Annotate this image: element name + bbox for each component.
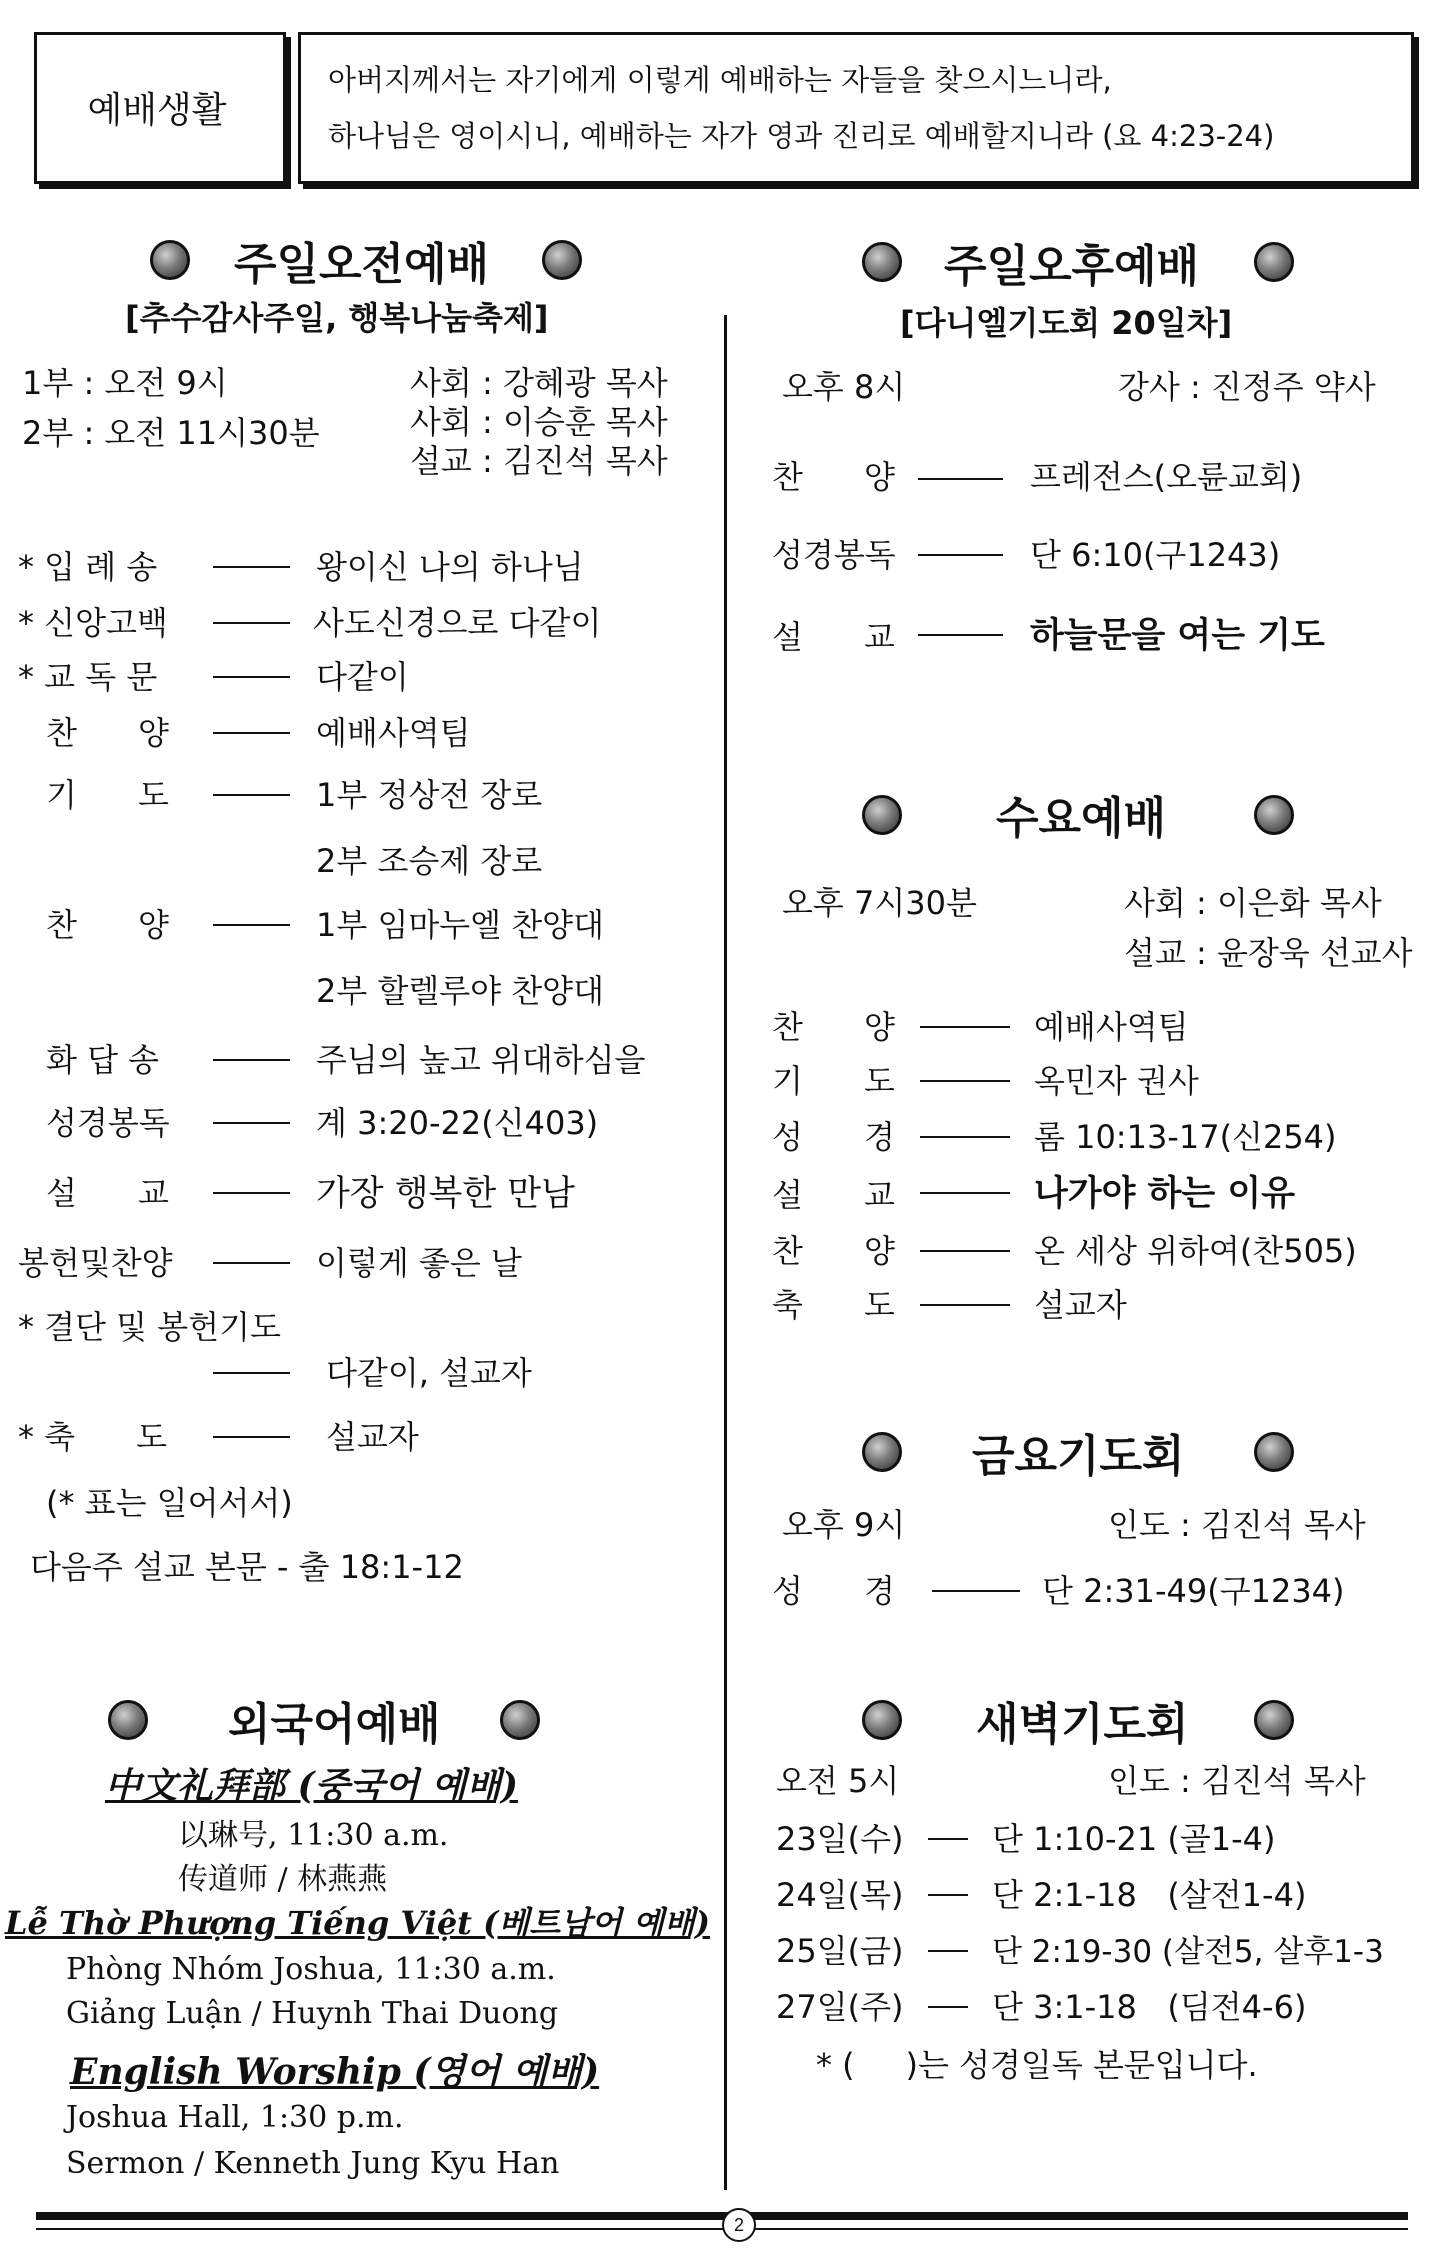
viet-title: Lễ Thờ Phượng Tiếng Việt (베트남어 예배) xyxy=(5,1904,710,1942)
sunday-afternoon-time: 오후 8시 xyxy=(782,368,906,406)
pm-label: 성경봉독 xyxy=(772,536,896,574)
order-dash xyxy=(213,1262,290,1264)
wed-dash xyxy=(920,1136,1010,1138)
order-value-2: 2부 할렐루야 찬양대 xyxy=(316,972,604,1010)
dawn-dash xyxy=(928,1894,968,1896)
dawn-dash xyxy=(928,1950,968,1952)
bullet-icon xyxy=(862,795,902,835)
order-dash xyxy=(213,1372,290,1374)
order-value: 왕이신 나의 하나님 xyxy=(316,548,584,586)
bullet-icon xyxy=(862,1700,902,1740)
order-label: 설 교 xyxy=(46,1174,169,1212)
order-label: 화 답 송 xyxy=(46,1041,160,1079)
header-verse-box xyxy=(298,32,1414,184)
bullet-icon xyxy=(500,1700,540,1740)
order-value: 1부 정상전 장로 xyxy=(316,776,543,814)
wednesday-title: 수요예배 xyxy=(996,793,1167,844)
fri-label: 성 경 xyxy=(772,1572,895,1610)
pm-value: 프레전스(오륜교회) xyxy=(1030,458,1303,496)
wed-label: 찬 양 xyxy=(772,1232,895,1270)
friday-leader: 인도 : 김진석 목사 xyxy=(1108,1506,1366,1544)
dawn-dash xyxy=(928,2006,968,2008)
wed-value: 롬 10:13-17(신254) xyxy=(1034,1118,1337,1156)
fri-value: 단 2:31-49(구1234) xyxy=(1042,1572,1345,1610)
pm-label: 찬 양 xyxy=(772,458,895,496)
chinese-line2: 传道师 / 林燕燕 xyxy=(178,1862,388,1897)
order-label: 기 도 xyxy=(46,776,169,814)
bullet-icon xyxy=(1254,1432,1294,1472)
wednesday-time: 오후 7시30분 xyxy=(782,884,977,922)
order-label: 성경봉독 xyxy=(46,1104,170,1142)
order-label: * 입 례 송 xyxy=(18,548,158,586)
order-value: 설교자 xyxy=(326,1418,419,1456)
chinese-line1: 以琳号, 11:30 a.m. xyxy=(178,1818,449,1853)
bullet-icon xyxy=(1254,242,1294,282)
english-title: English Worship (영어 예배) xyxy=(70,2051,600,2093)
order-label: * 축 도 xyxy=(18,1418,168,1456)
friday-title: 금요기도회 xyxy=(972,1431,1185,1482)
page-number: 2 xyxy=(733,2215,744,2235)
wed-label: 축 도 xyxy=(772,1286,895,1324)
fri-dash xyxy=(932,1590,1020,1592)
wed-dash xyxy=(920,1250,1010,1252)
order-dash xyxy=(213,1192,290,1194)
bullet-icon xyxy=(1254,795,1294,835)
order-value: 사도신경으로 다같이 xyxy=(313,604,602,642)
dawn-value: 단 2:1-18 (살전1-4) xyxy=(992,1876,1307,1914)
wed-value: 예배사역팀 xyxy=(1034,1008,1189,1046)
dawn-time: 오전 5시 xyxy=(776,1762,900,1800)
order-value: 가장 행복한 만남 xyxy=(316,1174,575,1214)
order-label: 찬 양 xyxy=(46,906,169,944)
wed-sermon-title: 나가야 하는 이유 xyxy=(1034,1174,1296,1214)
wed-value: 설교자 xyxy=(1034,1286,1127,1324)
wed-label: 찬 양 xyxy=(772,1008,895,1046)
bullet-icon xyxy=(150,240,190,280)
bullet-icon xyxy=(1254,1700,1294,1740)
dawn-title: 새벽기도회 xyxy=(976,1699,1189,1750)
order-value: 다같이 xyxy=(316,658,409,696)
dawn-value: 단 1:10-21 (골1-4) xyxy=(992,1820,1276,1858)
wed-label: 설 교 xyxy=(772,1176,895,1214)
wed-value: 옥민자 권사 xyxy=(1034,1062,1199,1100)
order-value-2: 2부 조승제 장로 xyxy=(316,842,543,880)
order-value: 예배사역팀 xyxy=(316,714,471,752)
page-number-badge xyxy=(722,2208,756,2242)
order-dash xyxy=(213,676,290,678)
dawn-value: 단 2:19-30 (살전5, 살후1-3 xyxy=(992,1934,1384,1970)
pm-dash xyxy=(918,634,1003,636)
order-value: 1부 임마누엘 찬양대 xyxy=(316,906,604,944)
order-dash xyxy=(213,566,290,568)
wednesday-staff2: 설교 : 윤장욱 선교사 xyxy=(1124,934,1413,972)
dawn-day: 25일(금) xyxy=(776,1932,904,1970)
next-week-text: 다음주 설교 본문 - 출 18:1-12 xyxy=(30,1548,464,1586)
order-value: 다같이, 설교자 xyxy=(326,1354,532,1392)
stand-note: (* 표는 일어서서) xyxy=(46,1484,293,1522)
order-label: * 결단 및 봉헌기도 xyxy=(18,1308,281,1346)
bullet-icon xyxy=(862,242,902,282)
pm-label: 설 교 xyxy=(772,618,895,656)
viet-line1: Phòng Nhóm Joshua, 11:30 a.m. xyxy=(66,1952,556,1987)
order-label: 봉헌및찬양 xyxy=(18,1244,173,1282)
header-label: 예배생활 xyxy=(87,90,227,131)
foreign-title: 외국어예배 xyxy=(228,1699,441,1750)
wed-label: 기 도 xyxy=(772,1062,895,1100)
order-label: * 신앙고백 xyxy=(18,604,168,642)
dawn-day: 27일(주) xyxy=(776,1988,904,2026)
bullet-icon xyxy=(862,1432,902,1472)
wednesday-staff1: 사회 : 이은화 목사 xyxy=(1124,884,1382,922)
sunday-morning-title: 주일오전예배 xyxy=(234,239,490,290)
sunday-morning-staff3: 설교 : 김진석 목사 xyxy=(410,442,668,480)
order-dash xyxy=(213,1436,290,1438)
column-divider xyxy=(724,315,727,2190)
english-line1: Joshua Hall, 1:30 p.m. xyxy=(66,2100,404,2135)
sunday-afternoon-title: 주일오후예배 xyxy=(944,241,1200,292)
wed-value: 온 세상 위하여(찬505) xyxy=(1034,1232,1357,1270)
order-dash xyxy=(213,622,290,624)
bullet-icon xyxy=(542,240,582,280)
order-dash xyxy=(213,1059,290,1061)
wed-label: 성 경 xyxy=(772,1118,895,1156)
header-verse-line1: 아버지께서는 자기에게 이렇게 예배하는 자들을 찾으시느니라, xyxy=(328,63,1112,97)
order-dash xyxy=(213,794,290,796)
sunday-morning-staff1: 사회 : 강혜광 목사 xyxy=(410,364,668,402)
wed-dash xyxy=(920,1026,1010,1028)
order-label: * 교 독 문 xyxy=(18,658,158,696)
sunday-morning-time1: 1부 : 오전 9시 xyxy=(22,364,228,402)
wed-dash xyxy=(920,1304,1010,1306)
dawn-note: * ( )는 성경일독 본문입니다. xyxy=(816,2046,1258,2084)
order-value: 계 3:20-22(신403) xyxy=(316,1104,599,1142)
sunday-morning-subtitle: [추수감사주일, 행복나눔축제] xyxy=(125,299,549,337)
dawn-day: 24일(목) xyxy=(776,1876,904,1914)
dawn-value: 단 3:1-18 (딤전4-6) xyxy=(992,1988,1307,2026)
pm-value: 단 6:10(구1243) xyxy=(1030,536,1281,574)
order-dash xyxy=(213,1122,290,1124)
wed-dash xyxy=(920,1080,1010,1082)
order-label: 찬 양 xyxy=(46,714,169,752)
dawn-day: 23일(수) xyxy=(776,1820,904,1858)
english-line2: Sermon / Kenneth Jung Kyu Han xyxy=(66,2146,560,2181)
friday-time: 오후 9시 xyxy=(782,1506,906,1544)
dawn-dash xyxy=(928,1838,968,1840)
viet-line2: Giảng Luận / Huynh Thai Duong xyxy=(66,1996,559,2031)
order-dash xyxy=(213,732,290,734)
sunday-afternoon-speaker: 강사 : 진정주 약사 xyxy=(1118,368,1376,406)
dawn-leader: 인도 : 김진석 목사 xyxy=(1108,1762,1366,1800)
pm-dash xyxy=(918,478,1003,480)
pm-dash xyxy=(918,554,1003,556)
sunday-morning-time2: 2부 : 오전 11시30분 xyxy=(22,414,320,452)
pm-sermon-title: 하늘문을 여는 기도 xyxy=(1030,616,1325,656)
order-value: 주님의 높고 위대하심을 xyxy=(316,1041,646,1079)
wed-dash xyxy=(920,1192,1010,1194)
order-value: 이렇게 좋은 날 xyxy=(316,1244,522,1282)
order-dash xyxy=(213,924,290,926)
bullet-icon xyxy=(108,1700,148,1740)
sunday-afternoon-subtitle: [다니엘기도회 20일차] xyxy=(900,304,1233,342)
chinese-title: 中文礼拜部 (중국어 예배) xyxy=(105,1765,519,1807)
sunday-morning-staff2: 사회 : 이승훈 목사 xyxy=(410,403,668,441)
header-verse-line2: 하나님은 영이시니, 예배하는 자가 영과 진리로 예배할지니라 (요 4:23-24) xyxy=(328,119,1275,153)
